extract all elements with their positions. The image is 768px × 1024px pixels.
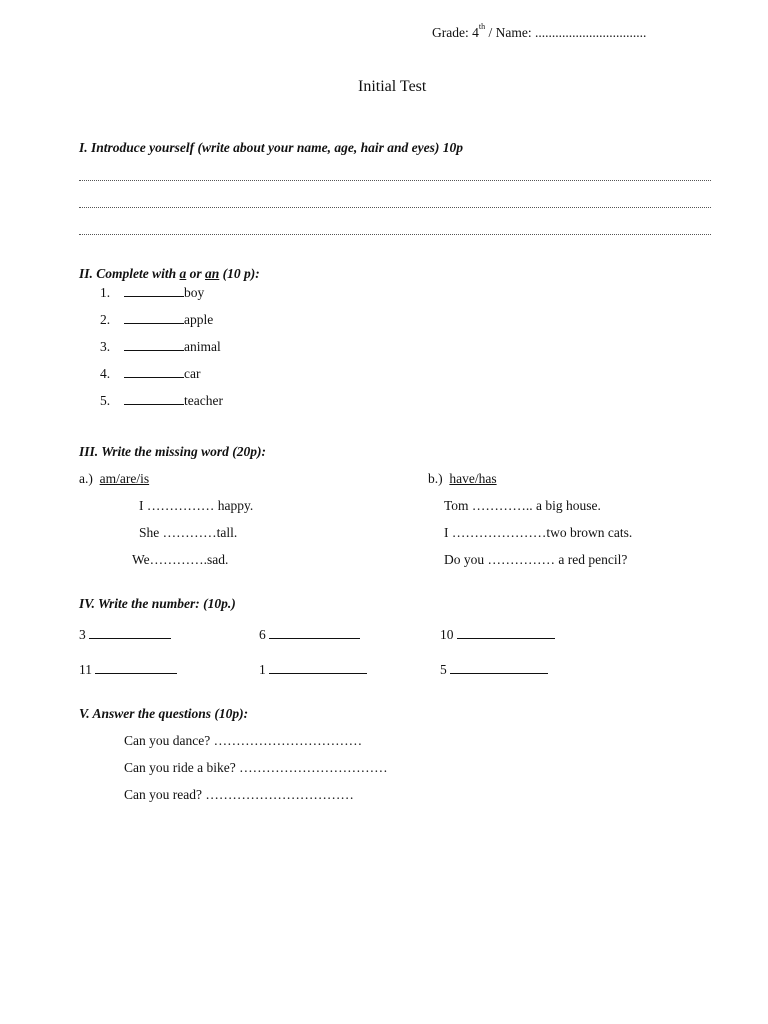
number-blank — [269, 662, 367, 674]
list-item — [100, 312, 213, 327]
column-a-header — [79, 472, 149, 486]
option-a: a — [179, 266, 187, 281]
sentence-b-1: Tom ………….. a big house. — [444, 498, 601, 513]
item-word: boy — [184, 285, 205, 300]
number-item — [440, 627, 555, 642]
answer-line-1 — [79, 180, 711, 181]
number-value: 11 — [79, 662, 92, 677]
sentence-b-2: I …………………two brown cats. — [444, 525, 633, 540]
item-number: 2. — [100, 312, 111, 327]
name-label: / Name: ................................. — [485, 25, 647, 40]
blank-line — [124, 312, 184, 324]
sentence-a-3: We………….sad. — [132, 552, 229, 567]
number-item — [259, 627, 360, 642]
column-a-label: a.) — [79, 471, 93, 486]
number-blank — [95, 662, 177, 674]
page-title: Initial Test — [358, 78, 427, 95]
item-word: car — [184, 366, 201, 381]
answer-line-3 — [79, 234, 711, 235]
number-value: 1 — [259, 662, 266, 677]
number-blank — [450, 662, 548, 674]
sentence-a-2: She …………tall. — [139, 525, 238, 540]
grade-name-line — [432, 22, 647, 40]
list-item — [100, 393, 223, 408]
number-item — [259, 662, 367, 677]
blank-line — [124, 366, 184, 378]
list-item — [100, 285, 204, 300]
grade-label: Grade: 4 — [432, 25, 479, 40]
blank-line — [124, 285, 184, 297]
column-a-words: am/are/is — [99, 471, 150, 486]
item-number: 5. — [100, 393, 111, 408]
section-1-heading: I. Introduce yourself (write about your name, age, hair and eyes) 10p — [79, 140, 464, 155]
number-value: 5 — [440, 662, 447, 677]
column-b-header — [428, 472, 497, 486]
option-an: an — [205, 266, 220, 281]
column-b-label: b.) — [428, 471, 443, 486]
number-item — [79, 662, 177, 677]
number-blank — [269, 627, 360, 639]
item-number: 1. — [100, 285, 111, 300]
item-word: animal — [184, 339, 221, 354]
answer-line-2 — [79, 207, 711, 208]
question-3: Can you read? …………………………… — [124, 787, 354, 802]
number-item — [440, 662, 548, 677]
section-2-heading — [79, 267, 260, 281]
number-blank — [89, 627, 171, 639]
question-2: Can you ride a bike? …………………………… — [124, 760, 388, 775]
sentence-a-1: I …………… happy. — [139, 498, 254, 513]
question-1: Can you dance? …………………………… — [124, 733, 363, 748]
blank-line — [124, 393, 184, 405]
section-4-heading: IV. Write the number: (10p.) — [79, 596, 236, 611]
number-value: 3 — [79, 627, 86, 642]
blank-line — [124, 339, 184, 351]
column-b-words: have/has — [449, 471, 497, 486]
grade-superscript: th — [478, 22, 486, 31]
number-item — [79, 627, 171, 642]
number-value: 6 — [259, 627, 266, 642]
section-2-heading-pre: II. Complete with — [79, 266, 180, 281]
list-item — [100, 339, 221, 354]
section-5-heading: V. Answer the questions (10p): — [79, 706, 249, 721]
item-number: 3. — [100, 339, 111, 354]
item-number: 4. — [100, 366, 111, 381]
item-word: teacher — [184, 393, 223, 408]
section-2-heading-post: (10 p): — [219, 266, 260, 281]
list-item — [100, 366, 200, 381]
item-word: apple — [184, 312, 214, 327]
number-blank — [457, 627, 555, 639]
sentence-b-3: Do you …………… a red pencil? — [444, 552, 628, 567]
number-value: 10 — [440, 627, 454, 642]
section-3-heading: III. Write the missing word (20p): — [79, 444, 267, 459]
section-2-heading-mid: or — [186, 266, 206, 281]
